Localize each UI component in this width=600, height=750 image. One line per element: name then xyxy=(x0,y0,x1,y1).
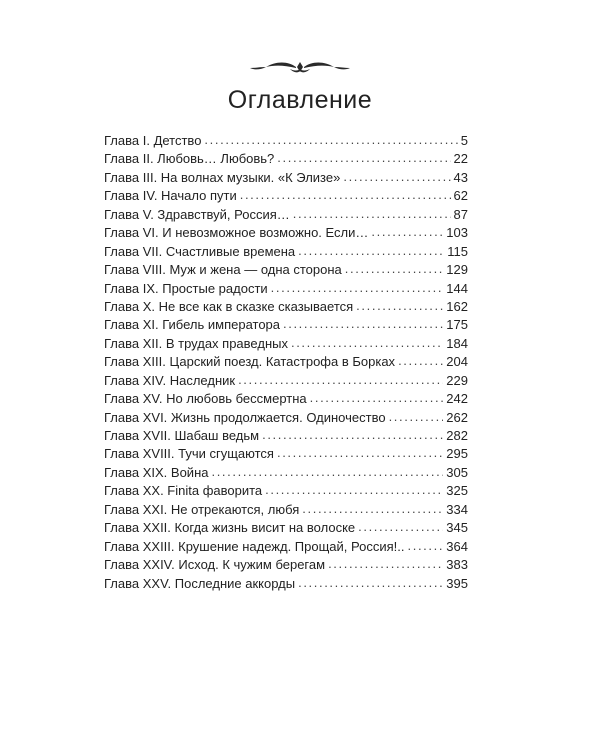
toc-entry-title: Глава XV. Но любовь бессмертна xyxy=(104,391,307,407)
toc-entry-title: Глава IV. Начало пути xyxy=(104,188,237,204)
dot-leader xyxy=(283,315,443,333)
decorative-flourish-icon xyxy=(250,58,350,76)
toc-entry-title: Глава X. Не все как в сказке сказывается xyxy=(104,298,354,314)
dot-leader xyxy=(358,518,443,536)
toc-entry[interactable] xyxy=(104,261,468,279)
toc-entry[interactable] xyxy=(104,150,468,168)
toc-entry[interactable] xyxy=(104,187,468,205)
dot-leader xyxy=(262,426,443,444)
toc-entry-page-number: 229 xyxy=(446,372,468,388)
toc-entry-page-number: 144 xyxy=(446,280,468,296)
dot-leader xyxy=(271,279,444,297)
toc-entry[interactable] xyxy=(104,409,468,427)
toc-entry[interactable] xyxy=(104,298,468,316)
toc-entry-title: Глава XIV. Наследник xyxy=(104,372,236,388)
toc-entry-page-number: 103 xyxy=(446,225,468,241)
toc-entry[interactable] xyxy=(104,206,468,224)
dot-leader xyxy=(328,555,443,573)
toc-entry-page-number: 204 xyxy=(446,354,468,370)
toc-entry-page-number: 395 xyxy=(446,575,468,591)
dot-leader xyxy=(302,500,443,518)
dot-leader xyxy=(211,463,443,481)
toc-entry-page-number: 162 xyxy=(446,298,468,314)
toc-entry-page-number: 364 xyxy=(446,538,468,554)
page-title: Оглавление xyxy=(227,86,373,114)
toc-entry-title: Глава VIII. Муж и жена — одна сторона xyxy=(104,262,342,278)
toc-entry-title: Глава IX. Простые радости xyxy=(104,280,268,296)
dot-leader xyxy=(345,260,444,278)
dot-leader xyxy=(240,186,451,204)
toc-entry-title: Глава XIII. Царский поезд. Катастрофа в Борках xyxy=(104,354,396,370)
toc-entry-page-number: 295 xyxy=(446,446,468,462)
toc-entry-page-number: 262 xyxy=(446,409,468,425)
toc-entry[interactable] xyxy=(104,445,468,463)
toc-entry[interactable] xyxy=(104,335,468,353)
dot-leader xyxy=(277,444,443,462)
toc-entry[interactable] xyxy=(104,132,468,150)
toc-entry-title: Глава II. Любовь… Любовь? xyxy=(104,151,275,167)
dot-leader xyxy=(298,242,444,260)
dot-leader xyxy=(343,168,450,186)
dot-leader xyxy=(356,297,443,315)
dot-leader xyxy=(293,205,451,223)
toc-entry-title: Глава XI. Гибель императора xyxy=(104,317,281,333)
toc-entry-title: Глава XX. Finita фаворита xyxy=(104,483,263,499)
toc-entry[interactable] xyxy=(104,464,468,482)
toc-entry-page-number: 383 xyxy=(446,557,468,573)
toc-entry[interactable] xyxy=(104,353,468,371)
toc-entry[interactable] xyxy=(104,501,468,519)
toc-entry-title: Глава XXIV. Исход. К чужим берегам xyxy=(104,557,326,573)
toc-entry-title: Глава XXII. Когда жизнь висит на волоске xyxy=(104,520,356,536)
toc-entry-page-number: 43 xyxy=(453,169,468,185)
toc-entry[interactable] xyxy=(104,427,468,445)
toc-entry-title: Глава XXIII. Крушение надежд. Прощай, Россия!.. xyxy=(104,538,405,554)
dot-leader xyxy=(298,574,443,592)
dot-leader xyxy=(371,223,443,241)
dot-leader xyxy=(310,389,444,407)
toc-entry-title: Глава III. На волнах музыки. «К Элизе» xyxy=(104,169,341,185)
toc-entry-page-number: 305 xyxy=(446,464,468,480)
toc-entry-page-number: 22 xyxy=(453,151,468,167)
toc-entry-page-number: 62 xyxy=(453,188,468,204)
toc-entry-title: Глава VII. Счастливые времена xyxy=(104,243,296,259)
toc-entry-page-number: 345 xyxy=(446,520,468,536)
toc-entry-page-number: 5 xyxy=(460,133,468,148)
toc-entry-page-number: 129 xyxy=(446,262,468,278)
toc-entry[interactable] xyxy=(104,519,468,537)
toc-entry[interactable] xyxy=(104,482,468,500)
toc-entry-title: Глава XXI. Не отрекаются, любя xyxy=(104,501,300,517)
toc-entry[interactable] xyxy=(104,575,468,593)
toc-entry[interactable] xyxy=(104,243,468,261)
toc-entry-page-number: 282 xyxy=(446,428,468,443)
toc-entry-title: Глава XII. В трудах праведных xyxy=(104,335,288,351)
toc-entry-title: Глава XVIII. Тучи сгущаются xyxy=(104,446,274,462)
toc-entry-title: Глава XXV. Последние аккорды xyxy=(104,575,296,591)
dot-leader xyxy=(238,371,443,389)
dot-leader xyxy=(265,481,443,499)
dot-leader xyxy=(204,131,457,149)
toc-entry[interactable] xyxy=(104,224,468,242)
toc-entry-title: Глава I. Детство xyxy=(104,133,202,148)
toc-entry-page-number: 87 xyxy=(453,206,468,222)
toc-entry-page-number: 242 xyxy=(446,391,468,407)
toc-entry[interactable] xyxy=(104,372,468,390)
dot-leader xyxy=(398,352,443,370)
toc-entry-page-number: 175 xyxy=(446,317,468,333)
toc-entry-title: Глава XVI. Жизнь продолжается. Одиночество xyxy=(104,409,386,425)
dot-leader xyxy=(277,149,450,167)
toc-entry-page-number: 115 xyxy=(447,243,468,259)
toc-entry[interactable] xyxy=(104,390,468,408)
dot-leader xyxy=(389,408,444,426)
dot-leader xyxy=(291,334,443,352)
toc-entry-page-number: 334 xyxy=(446,501,468,517)
toc-entry-title: Глава XIX. Война xyxy=(104,464,209,480)
toc-entry[interactable] xyxy=(104,316,468,334)
toc-entry-title: Глава VI. И невозможное возможно. Если… xyxy=(104,225,369,241)
toc-entry[interactable] xyxy=(104,538,468,556)
toc-entry[interactable] xyxy=(104,280,468,298)
toc-entry-title: Глава XVII. Шабаш ведьм xyxy=(104,428,260,443)
toc-entry-page-number: 184 xyxy=(446,335,468,351)
toc-entry[interactable] xyxy=(104,556,468,574)
dot-leader xyxy=(408,537,444,555)
toc-entry[interactable] xyxy=(104,169,468,187)
table-of-contents xyxy=(104,132,468,593)
toc-entry-page-number: 325 xyxy=(446,483,468,499)
toc-entry-title: Глава V. Здравствуй, Россия… xyxy=(104,206,290,222)
